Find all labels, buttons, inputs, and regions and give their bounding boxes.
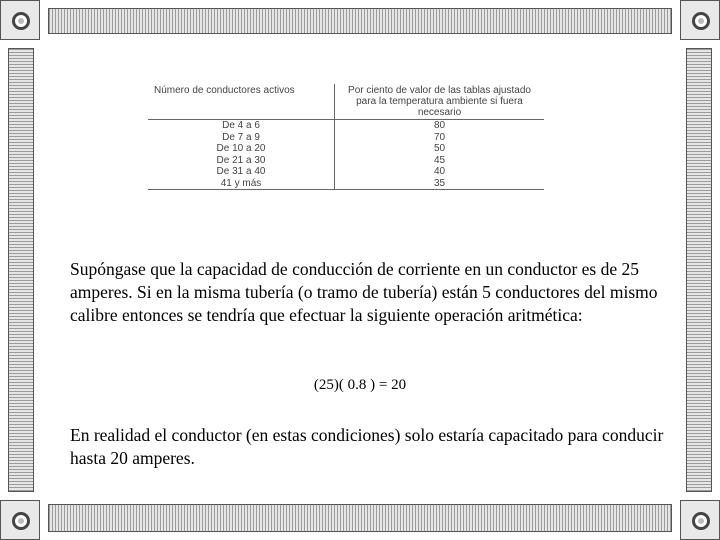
ring-icon — [12, 12, 30, 30]
ring-icon — [12, 512, 30, 530]
frame-right-bar — [686, 48, 712, 492]
table-cell-percent: 45 — [433, 154, 446, 166]
corner-ornament-top-left — [0, 0, 40, 40]
table-cell-range: De 4 a 6 — [148, 120, 335, 132]
table-header-row — [148, 84, 544, 120]
table-cell-percent: 35 — [335, 178, 545, 190]
table-cell-percent: 40 — [433, 166, 446, 177]
conductor-derating-table — [148, 84, 544, 190]
table-cell-range: 41 y más — [148, 178, 335, 190]
frame-bottom-bar — [48, 504, 672, 532]
table-header-percent: Por ciento de valor de las tablas ajustado para la temperatura ambiente si fuera necesario — [335, 84, 545, 120]
corner-ornament-top-right — [680, 0, 720, 40]
table-row — [148, 132, 544, 144]
problem-statement-paragraph: Supóngase que la capacidad de conducción de corriente en un conductor es de 25 amperes. Si en la misma tubería (o tramo de tubería) están 5 conductores del mismo calibre entonces se tendría que efectuar la siguiente operación aritmética: — [70, 259, 658, 325]
table-cell-percent: 70 — [433, 131, 446, 143]
corner-ornament-bottom-right — [680, 500, 720, 540]
conclusion-paragraph: En realidad el conductor (en estas condiciones) solo estaría capacitado para conducir hasta 20 amperes. — [70, 425, 664, 468]
frame-left-bar — [8, 48, 34, 492]
table-cell-range: De 31 a 40 — [148, 166, 335, 178]
table-row — [148, 120, 544, 132]
table-row — [148, 166, 544, 178]
table-cell-percent: 80 — [433, 120, 446, 131]
arithmetic-equation: (25)( 0.8 ) = 20 — [313, 377, 407, 393]
ring-icon — [692, 512, 710, 530]
table-row — [148, 178, 544, 190]
table-cell-range: De 7 a 9 — [148, 132, 335, 144]
table-row — [148, 155, 544, 167]
frame-top-bar — [48, 8, 672, 34]
ring-icon — [692, 12, 710, 30]
table-cell-percent: 50 — [433, 143, 446, 154]
table-cell-range: De 21 a 30 — [148, 155, 335, 167]
table-header-conductors: Número de conductores activos — [148, 84, 335, 120]
corner-ornament-bottom-left — [0, 500, 40, 540]
table-cell-range: De 10 a 20 — [148, 143, 335, 155]
table-row — [148, 143, 544, 155]
